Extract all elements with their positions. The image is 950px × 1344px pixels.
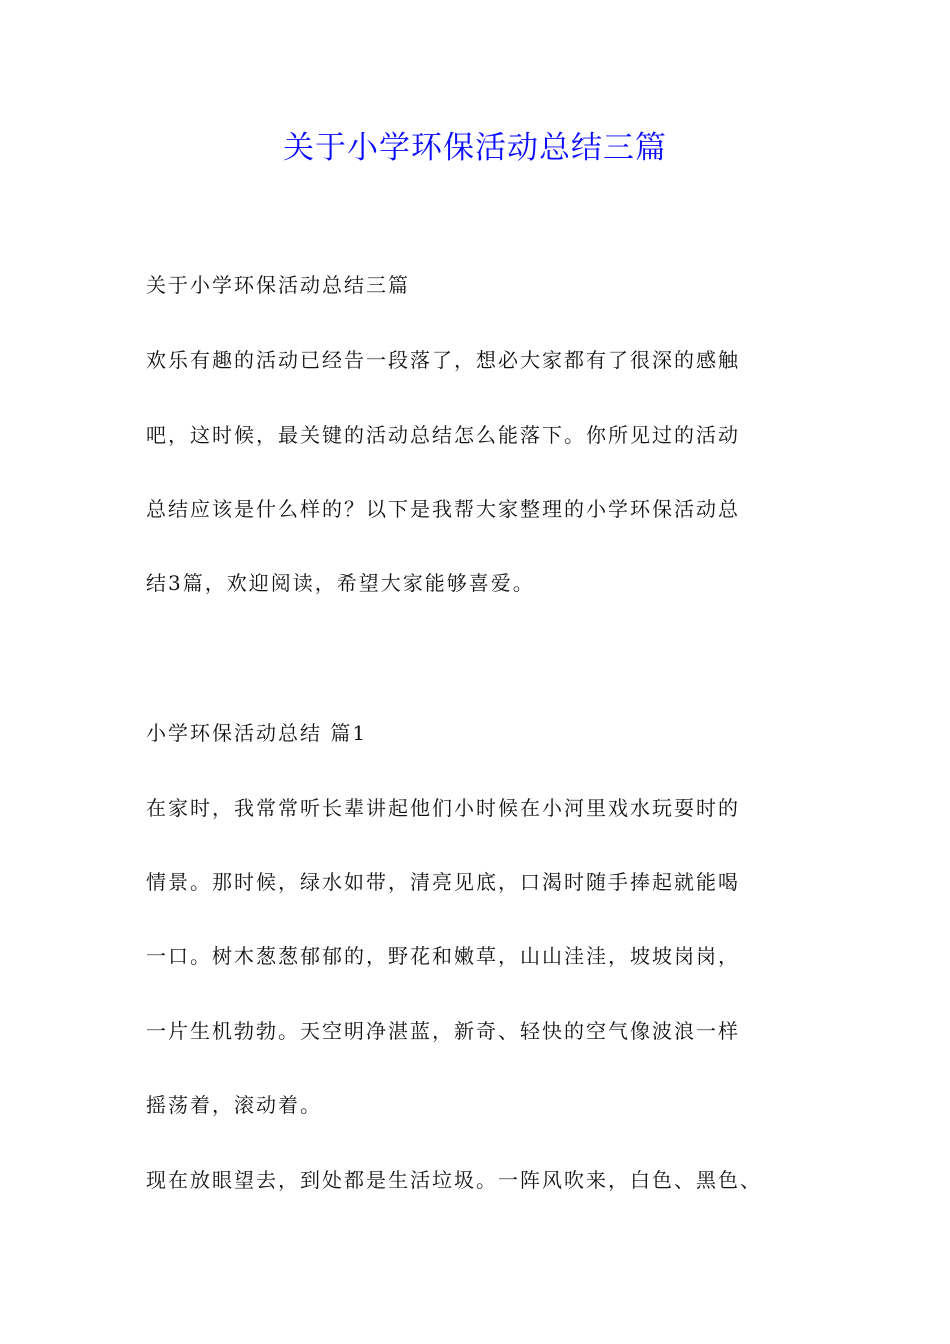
intro-line: 吧，这时候，最关键的活动总结怎么能落下。你所见过的活动 (146, 423, 740, 447)
intro-line: 欢乐有趣的活动已经告一段落了，想必大家都有了很深的感触 (146, 348, 740, 372)
body-line: 情景。那时候，绿水如带，清亮见底，口渴时随手捧起就能喝 (146, 870, 740, 894)
intro-line: 结3篇，欢迎阅读，希望大家能够喜爱。 (146, 571, 535, 595)
body-line: 在家时，我常常听长辈讲起他们小时候在小河里戏水玩耍时的 (146, 796, 740, 820)
intro-line: 总结应该是什么样的？以下是我帮大家整理的小学环保活动总 (146, 497, 740, 521)
body-line: 摇荡着，滚动着。 (146, 1093, 322, 1117)
document-subtitle: 关于小学环保活动总结三篇 (146, 273, 410, 297)
section-heading: 小学环保活动总结 篇1 (146, 721, 368, 745)
body-line: 现在放眼望去，到处都是生活垃圾。一阵风吹来，白色、黑色、 (146, 1168, 762, 1192)
body-line: 一片生机勃勃。天空明净湛蓝，新奇、轻快的空气像波浪一样 (146, 1019, 740, 1043)
body-line: 一口。树木葱葱郁郁的，野花和嫩草，山山洼洼，坡坡岗岗， (146, 944, 740, 968)
document-title: 关于小学环保活动总结三篇 (283, 130, 667, 166)
